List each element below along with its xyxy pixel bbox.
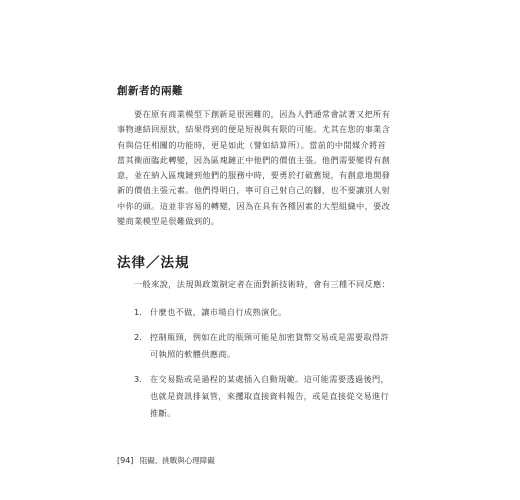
list-item bbox=[134, 304, 394, 321]
paragraph-regulation-intro: 一般來說，法規與政策制定者在面對新技術時，會有三種不同反應： bbox=[134, 279, 391, 289]
list-item-line: 什麼也不做，讓市場自行成熟演化。 bbox=[150, 307, 287, 317]
running-title: 阻礙、挑戰與心理障礙 bbox=[139, 456, 215, 465]
list-item-line: 也就是資訊排氣管，來攫取直接資料報告，或是直接從交易進行 bbox=[150, 391, 390, 401]
paragraph-line: 有與信任相關的功能時，更是如此（譬如結算所）。當前的中間媒介將首 bbox=[117, 139, 387, 150]
paragraph-line: 要在原有商業模型下創新是很困難的，因為人們通常會試著又把所有 bbox=[134, 109, 391, 119]
list-item-line: 在交易點或是過程的某處插入自動規範。這可能需要透過後門， bbox=[150, 374, 390, 384]
page-footer bbox=[117, 455, 215, 466]
paragraph-innovators-dilemma bbox=[117, 107, 389, 229]
paragraph-line: 新的價值主張元素。他們得明白，寧可自己射自己的腳，也不要讓別人射 bbox=[117, 185, 391, 196]
paragraph-line: 事物連結回原狀，結果得到的便是短視與有限的可能。尤其在您的事業含 bbox=[117, 124, 391, 135]
list-item-number: 1. bbox=[134, 307, 142, 317]
page-number: [94] bbox=[117, 456, 134, 465]
list-item-line: 控制瓶頸，例如在此的瓶頸可能是加密貨幣交易或是需要取得許 bbox=[150, 332, 390, 342]
paragraph-line: 中你的頭。這並非容易的轉變，因為在具有各種因素的大型組織中，要改 bbox=[117, 200, 391, 211]
paragraph-line: 當其衝面臨此轉變，因為區塊鏈正中他們的價值主張。他們需要變得有創 bbox=[117, 154, 391, 165]
list-item-text bbox=[150, 304, 394, 321]
list-item bbox=[134, 371, 394, 422]
list-item-text bbox=[150, 371, 394, 422]
list-item-number: 2. bbox=[134, 332, 142, 342]
list-item bbox=[134, 329, 394, 363]
paragraph-line: 變商業模型是很難做到的。 bbox=[117, 216, 220, 227]
section-heading-law-regulation: 法律／法規 bbox=[117, 255, 190, 271]
paragraph-line: 意，並在納入區塊鏈到他們的服務中時，要勇於打破舊規，有創意地開發 bbox=[117, 170, 391, 181]
regulation-response-list bbox=[134, 304, 394, 430]
list-item-text bbox=[150, 329, 394, 363]
list-item-line: 可執照的軟體供應商。 bbox=[150, 349, 236, 359]
list-item-number: 3. bbox=[134, 374, 142, 384]
list-item-line: 推斷。 bbox=[150, 408, 176, 418]
section-heading-innovators-dilemma: 創新者的兩難 bbox=[117, 85, 183, 97]
